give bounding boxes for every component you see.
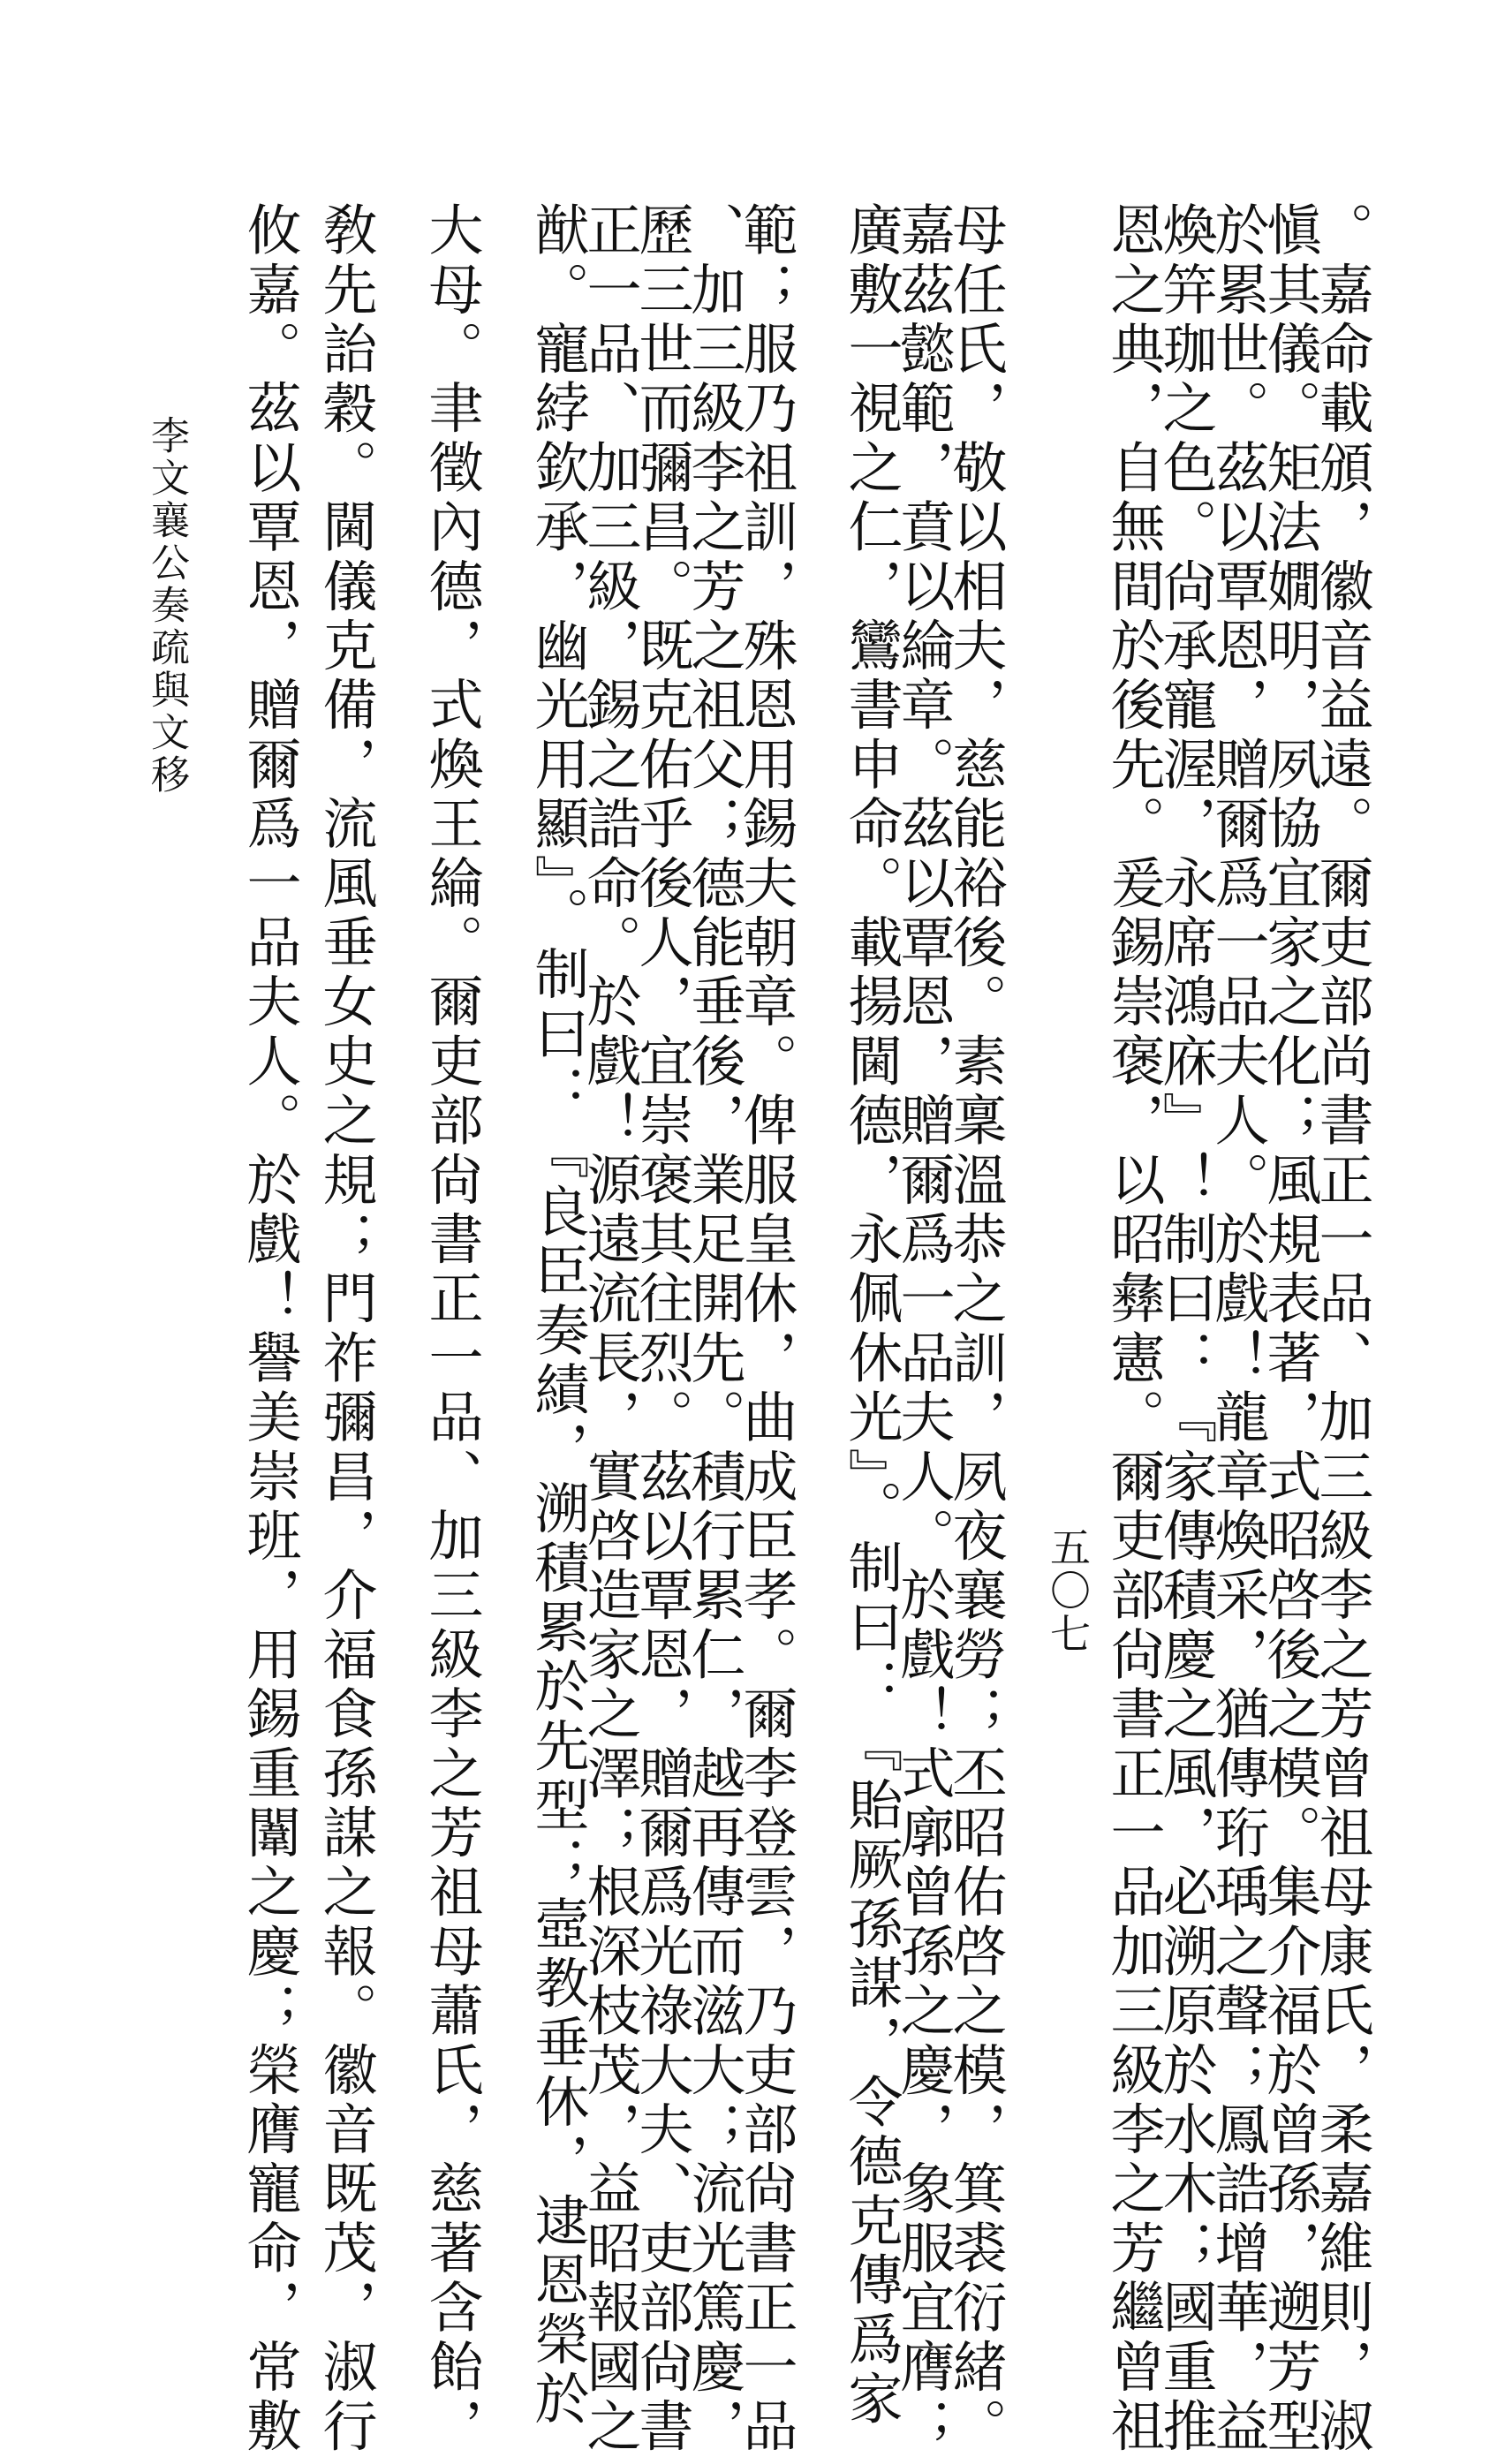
text-column-4: 煥笄珈之色。尙承寵渥，永席鴻庥』！制曰：『家傳積慶之風，必溯原於水木；國重推 (1153, 201, 1218, 2457)
text-column-6: 母任氏，敬以相夫，慈能裕後。素稟溫恭之訓，夙夜襄勞；丕昭佑啓之模，箕裘衍緒。 (943, 201, 1008, 2457)
text-column-14: 大母。聿徵內德，式煥王綸。爾吏部尙書正一品、加三級李之芳祖母蕭氏，慈著含飴， (420, 201, 484, 2457)
running-header: 李文襄公奏疏與文移 (144, 415, 189, 797)
text-column-8: 廣敷一視之仁，鸞書申命。載揚閫德，永佩休光』。制曰：『貽厥孫謀，令德克傳爲家 (839, 201, 903, 2430)
text-column-10: 、加三級李之芳之祖父；德能垂後，業足開先。積行累仁，越再傳而滋大；流光篤慶， (682, 201, 746, 2457)
page-number: 五〇七 (1044, 1526, 1092, 1656)
text-column-13: 猷。寵綍欽承，幽光用顯』。制曰：『良臣奏績，溯積累於先型；壼教垂休，逮恩榮於 (525, 201, 590, 2430)
text-column-16: 攸嘉。茲以覃恩，贈爾爲一品夫人。於戲！譽美崇班，用錫重闈之慶；榮膺寵命，常敷 (238, 201, 302, 2457)
text-column-11: 歷三世而彌昌。既克佑乎後人，宜崇褒其往烈。茲以覃恩，贈爾爲光祿大夫、吏部尙書 (630, 201, 694, 2457)
text-column-2: 愼其儀。矩法嫺明，夙協宜家之化；風規表著，式昭啓後之模。集介福於曾孫，遡芳型 (1258, 201, 1322, 2457)
text-column-5: 恩之典，自無間於後先。爰錫崇褒，以昭彝憲。爾吏部尙書正一品加三級李之芳繼曾祖 (1101, 201, 1166, 2457)
text-column-7: 嘉茲懿範，賁以綸章。茲以覃恩，贈爾爲一品夫人。於戲！式廓曾孫之慶，象服宜膺； (891, 201, 956, 2457)
text-column-15: 敎先詒穀。閫儀克備，流風垂女史之規；門祚彌昌，介福食孫謀之報。徽音既茂，淑行 (314, 201, 378, 2457)
text-column-12: 正一品、加三級，錫之誥命。於戲！源遠流長，實啓造家之澤；根深枝茂，益昭報國之 (578, 201, 642, 2457)
text-column-3: 於累世。茲以覃恩，贈爾爲一品夫人。於戲！龍章煥采，猶傳珩瑀之聲；鳳誥增華，益 (1206, 201, 1270, 2457)
text-column-1: 。嘉命載頒，徽音益遠。爾吏部尚書正一品、加三級李之芳曾祖母康氏，柔嘉維則，淑 (1310, 201, 1374, 2457)
text-column-9: 範；服乃祖訓，殊恩用錫夫朝章。俾服皇休，曲成臣孝。爾李登雲，乃吏部尙書正一品 (734, 201, 798, 2457)
